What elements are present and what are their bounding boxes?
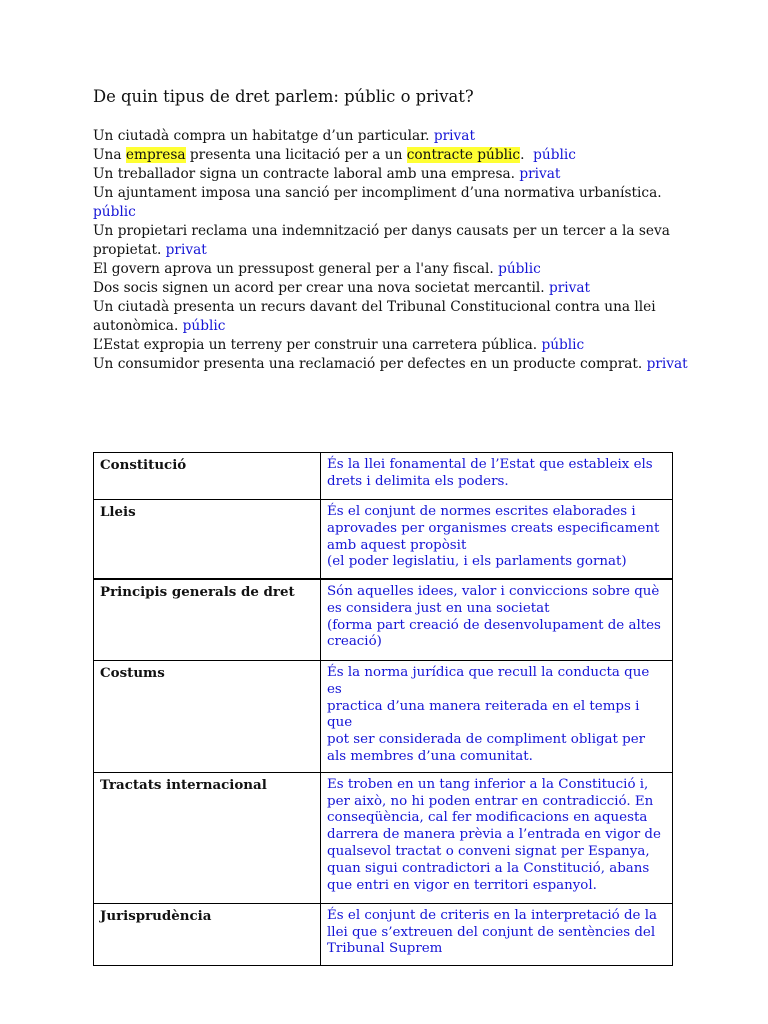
exercise-line (93, 146, 683, 165)
statement-text: Un ciutadà compra un habitatge d’un particular. (93, 128, 434, 144)
definition-line: És la norma jurídica que recull la conducta que es (327, 665, 650, 697)
statement-text: Un ajuntament imposa una sanció per incompliment d’una normativa urbanística. (93, 185, 662, 201)
definition-line: qualsevol tractat o conveni signat per Espanya, (327, 843, 650, 859)
definition-line: quan sigui contradictori a la Constitució, abans (327, 860, 650, 876)
term-cell: Costums (94, 661, 321, 773)
definition-line: llei que s’extreuen del conjunt de sentències del (327, 924, 656, 940)
statement-text: autonòmica. (93, 318, 183, 334)
answer-text: privat (646, 356, 688, 372)
definition-line: aprovades per organismes creats especificament (327, 520, 660, 536)
definition-line: amb aquest propòsit (327, 537, 467, 553)
term-cell: Principis generals de dret (94, 579, 321, 661)
statement-text: . (520, 147, 534, 163)
statement-text: Un propietari reclama una indemnització per danys causats per un tercer a la seva (93, 223, 670, 239)
term-cell: Tractats internacional (94, 772, 321, 903)
definition-line: (el poder legislatiu, i els parlaments gornat) (327, 554, 627, 570)
sources-of-law-table (93, 452, 673, 966)
exercise-line (93, 127, 683, 146)
page-title: De quin tipus de dret parlem: públic o privat? (93, 87, 474, 106)
answer-text: privat (519, 166, 561, 182)
answer-text: privat (433, 128, 475, 144)
highlighted-text: contracte públic (406, 147, 521, 163)
exercise-line (93, 260, 683, 279)
statement-text: propietat. (93, 242, 166, 258)
term-cell: Lleis (94, 500, 321, 580)
definition-line: Són aquelles idees, valor i conviccions sobre què (327, 584, 660, 599)
table-row (94, 579, 673, 661)
table-row (94, 500, 673, 580)
definition-line: Es troben en un tang inferior a la Constitució i, (327, 776, 649, 792)
definition-cell (321, 500, 673, 580)
answer-text: públic (541, 337, 585, 353)
exercise-line (93, 336, 683, 355)
definition-line: que entri en vigor en territori espanyol. (327, 877, 597, 893)
exercise-line (93, 222, 683, 241)
definition-cell (321, 772, 673, 903)
definition-line: practica d’una manera reiterada en el temps i que (327, 698, 640, 731)
definition-cell (321, 903, 673, 965)
exercise-line (93, 355, 688, 374)
exercise-line (93, 184, 683, 203)
statement-text: El govern aprova un pressupost general per a l'any fiscal. (93, 261, 499, 277)
definition-line: es considera just en una societat (327, 600, 550, 616)
exercise-list (93, 127, 688, 374)
exercise-line (93, 165, 683, 184)
statement-text: presenta una licitació per a un (185, 147, 407, 163)
statement-text: L’Estat expropia un terreny per construir una carretera pública. (93, 337, 542, 353)
definition-line: (forma part creació de desenvolupament de altes (327, 617, 661, 633)
definition-line: Tribunal Suprem (327, 941, 443, 957)
term-cell: Jurisprudència (94, 903, 321, 965)
answer-text: públic (498, 261, 541, 277)
definition-line: per això, no hi poden entrar en contradicció. En (327, 793, 654, 809)
table-row (94, 903, 673, 965)
answer-text: públic (93, 204, 136, 220)
definition-line: conseqüència, cal fer modificacions en aquesta (327, 810, 648, 826)
table-row (94, 453, 673, 500)
answer-text: públic (182, 318, 226, 334)
exercise-line (93, 203, 683, 222)
definition-line: als membres d’una comunitat. (327, 748, 533, 764)
highlighted-text: empresa (125, 147, 186, 163)
answer-text: privat (165, 242, 207, 258)
term-cell: Constitució (94, 453, 321, 500)
statement-text: Un ciutadà presenta un recurs davant del Tribunal Constitucional contra una llei (93, 299, 656, 315)
definition-line: darrera de manera prèvia a l’entrada en vigor de (327, 827, 661, 843)
definition-line: creació) (327, 634, 382, 650)
answer-text: públic (533, 147, 576, 163)
definition-cell (321, 661, 673, 773)
definition-cell (321, 579, 673, 661)
statement-text: Un consumidor presenta una reclamació per defectes en un producte comprat. (93, 356, 647, 372)
statement-text: Una (93, 147, 126, 163)
table-row (94, 772, 673, 903)
statement-text: Dos socis signen un acord per crear una nova societat mercantil. (93, 280, 549, 296)
definition-cell (321, 453, 673, 500)
definition-line: pot ser considerada de compliment obligat per (327, 732, 646, 748)
answer-text: privat (548, 280, 591, 296)
definition-line: És el conjunt de criteris en la interpretació de la (327, 907, 657, 923)
exercise-line (93, 279, 683, 298)
definition-line: drets i delimita els poders. (327, 473, 509, 489)
exercise-line (93, 241, 683, 260)
definition-line: És el conjunt de normes escrites elaborades i (327, 504, 636, 519)
definition-line: És la llei fonamental de l’Estat que estableix els (327, 457, 653, 472)
statement-text: Un treballador signa un contracte laboral amb una empresa. (93, 166, 520, 182)
exercise-line (93, 298, 683, 317)
exercise-line (93, 317, 683, 336)
table-row (94, 661, 673, 773)
